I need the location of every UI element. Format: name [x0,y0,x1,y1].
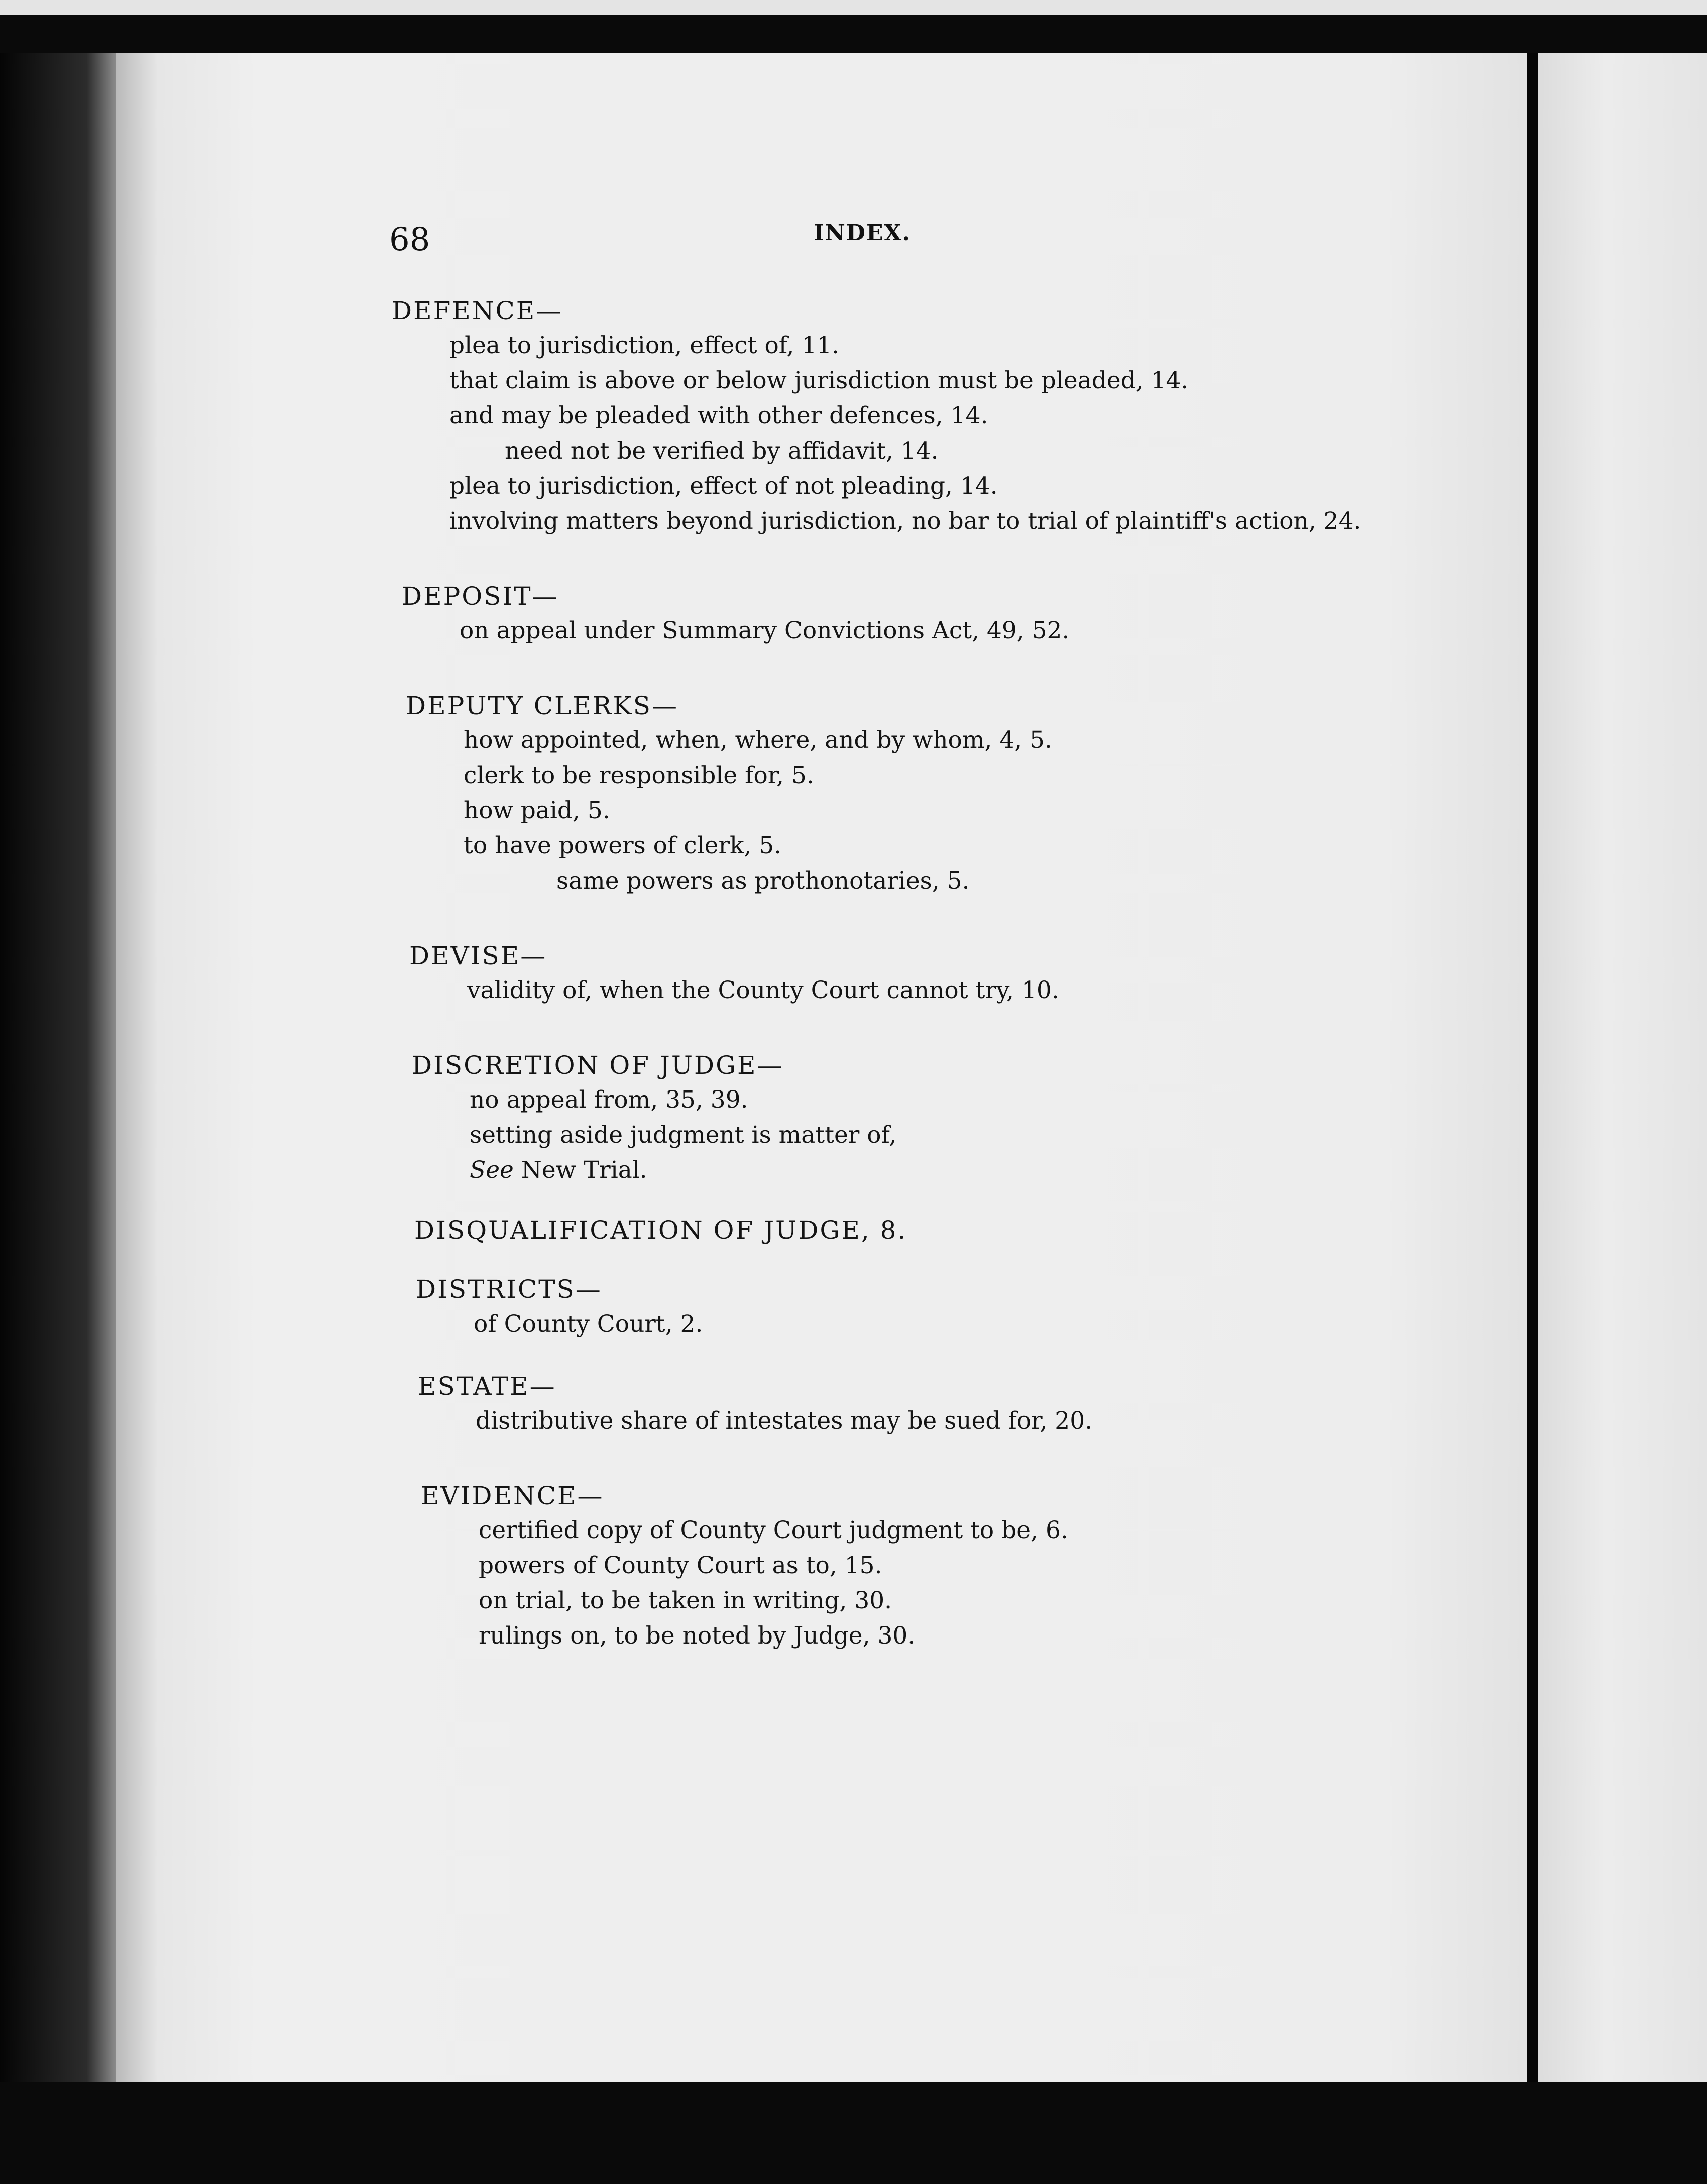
index-section-disqualification-of-judge [414,1213,1396,1247]
section-heading: DISTRICTS— [416,1275,602,1304]
film-bottom-band [0,2082,1707,2184]
index-entry: setting aside judgment is matter of, [470,1121,897,1149]
index-entry: validity of, when the County Court cannot try, 10. [467,976,1059,1004]
index-entry: on appeal under Summary Convictions Act, 49, 52. [460,617,1070,644]
index-entry: on trial, to be taken in writing, 30. [479,1587,892,1614]
index-section-districts [416,1272,1396,1342]
index-section-estate [418,1369,1396,1439]
index-entry: of County Court, 2. [474,1310,703,1338]
index-entry: and may be pleaded with other defences, 14. [449,402,988,429]
index-entry: involving matters beyond jurisdiction, no bar to trial of plaintiff's action, 24. [449,507,1361,535]
section-heading: EVIDENCE— [421,1481,604,1510]
index-content [392,294,1396,1694]
section-heading: DEVISE— [409,941,547,970]
index-entry: plea to jurisdiction, effect of not pleading, 14. [449,472,998,500]
see-target: New Trial. [521,1156,647,1184]
page-gutter [1527,53,1538,2082]
index-entry: that claim is above or below jurisdiction must be pleaded, 14. [449,367,1189,394]
index-entry: certified copy of County Court judgment to be, 6. [479,1516,1068,1544]
see-label: See [470,1156,514,1184]
index-entry: distributive share of intestates may be sued for, 20. [476,1407,1093,1435]
index-section-deposit [402,579,1396,648]
index-section-defence [392,294,1396,539]
section-heading: DEPUTY CLERKS— [406,691,678,720]
section-heading: ESTATE— [418,1372,556,1401]
section-heading: DISQUALIFICATION OF JUDGE, 8. [414,1216,907,1245]
index-entry: clerk to be responsible for, 5. [464,761,814,789]
index-entry: no appeal from, 35, 39. [470,1086,748,1114]
page-header [389,221,1394,271]
see-reference [412,1153,1396,1188]
film-top-strip [0,0,1707,15]
adjacent-page-edge [1538,53,1707,2082]
index-entry: rulings on, to be noted by Judge, 30. [479,1622,916,1650]
index-section-discretion-of-judge [412,1048,1396,1188]
index-entry: to have powers of clerk, 5. [464,832,782,859]
index-entry: powers of County Court as to, 15. [479,1552,882,1579]
film-left-edge [0,53,116,2082]
section-heading: DEPOSIT— [402,582,559,611]
section-heading: DEFENCE— [392,296,563,325]
index-section-evidence [421,1479,1396,1654]
index-section-deputy-clerks [406,689,1396,899]
section-heading: DISCRETION OF JUDGE— [412,1051,784,1080]
index-entry: how appointed, when, where, and by whom, 4, 5. [464,726,1052,754]
index-entry: plea to jurisdiction, effect of, 11. [449,332,840,359]
page-title: INDEX. [814,220,911,246]
index-subentry: same powers as prothonotaries, 5. [556,867,970,895]
index-section-devise [409,939,1396,1008]
film-top-band [0,15,1707,53]
index-subentry: need not be verified by affidavit, 14. [505,437,939,465]
index-entry: how paid, 5. [464,797,610,824]
page-number: 68 [389,221,430,258]
